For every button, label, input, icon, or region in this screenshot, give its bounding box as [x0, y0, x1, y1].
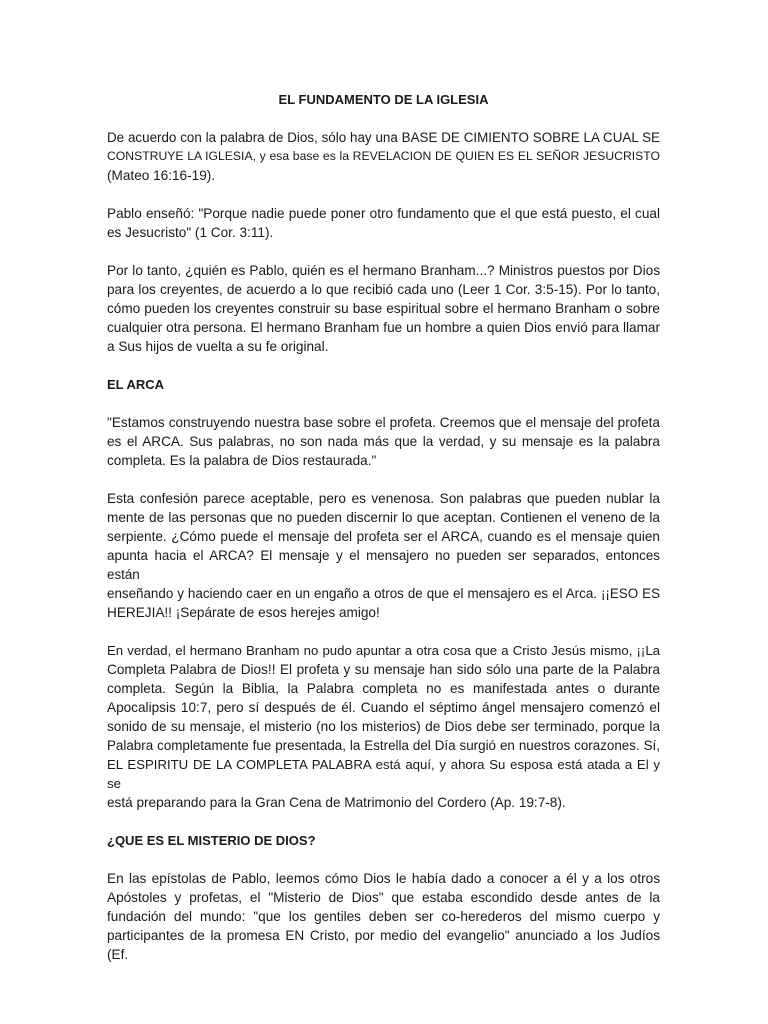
section-heading-el-arca: EL ARCA: [107, 377, 165, 392]
text-line: a Sus hijos de vuelta a su fe original.: [107, 339, 329, 354]
text-line: serpiente. ¿Cómo puede el mensaje del profeta ser el ARCA, cuando es el mensaje quien: [107, 529, 660, 544]
text-line: es el ARCA. Sus palabras, no son nada más que la verdad, y su mensaje es la palabra: [107, 434, 660, 449]
paragraph-4: [107, 413, 660, 470]
text-line: sonido de su mensaje, el misterio (no los misterios) de Dios debe ser terminado, porque la: [107, 719, 660, 734]
text-line: completa. Según la Biblia, la Palabra completa no es manifestada antes o durante: [107, 681, 660, 696]
text-line: cualquier otra persona. El hermano Branham fue un hombre a quien Dios envió para llamar: [107, 320, 660, 335]
document-title: EL FUNDAMENTO DE LA IGLESIA: [278, 92, 489, 107]
text-line: mente de las personas que no pueden discernir lo que aceptan. Contienen el veneno de la: [107, 510, 660, 525]
text-line: Pablo enseñó: "Porque nadie puede poner otro fundamento que el que está puesto, el cual: [107, 206, 660, 221]
text-line: para los creyentes, de acuerdo a lo que recibió cada uno (Leer 1 Cor. 3:5-15). Por lo tanto,: [107, 282, 660, 297]
text-line: Palabra completamente fue presentada, la Estrella del Día surgió en nuestros corazones. Sí,: [107, 738, 660, 753]
paragraph-6: [107, 641, 660, 812]
text-line: (Mateo 16:16-19).: [107, 168, 216, 183]
text-line: Completa Palabra de Dios!! El profeta y su mensaje han sido sólo una parte de la Palabra: [107, 662, 660, 677]
text-line: cómo pueden los creyentes construir su base espiritual sobre el hermano Branham o sobre: [107, 301, 660, 316]
text-line: está preparando para la Gran Cena de Matrimonio del Cordero (Ap. 19:7-8).: [107, 795, 566, 810]
text-line: De acuerdo con la palabra de Dios, sólo hay una BASE DE CIMIENTO SOBRE LA CUAL SE: [107, 130, 660, 145]
document-page: [107, 90, 660, 983]
text-line: HEREJIA!! ¡Sepárate de esos herejes amigo!: [107, 605, 380, 620]
text-line: CONSTRUYE LA IGLESIA, y esa base es la REVELACION DE QUIEN ES EL SEÑOR JESUCRISTO: [107, 149, 660, 163]
section-heading-misterio-de-dios: ¿QUE ES EL MISTERIO DE DIOS?: [107, 833, 316, 848]
text-line: apunta hacia el ARCA? El mensaje y el mensajero no pueden ser separados, entonces están: [107, 548, 660, 582]
paragraph-1: [107, 128, 660, 185]
text-line: EL ESPIRITU DE LA COMPLETA PALABRA está aquí, y ahora Su esposa está atada a El y se: [107, 757, 660, 791]
text-line: enseñando y haciendo caer en un engaño a otros de que el mensajero es el Arca. ¡¡ESO ES: [107, 586, 660, 601]
paragraph-7: [107, 869, 660, 964]
paragraph-2: [107, 204, 660, 242]
paragraph-3: [107, 261, 660, 356]
text-line: En verdad, el hermano Branham no pudo apuntar a otra cosa que a Cristo Jesús mismo, ¡¡La: [107, 643, 660, 658]
text-line: es Jesucristo" (1 Cor. 3:11).: [107, 225, 274, 240]
paragraph-5: [107, 489, 660, 622]
text-line: Apocalipsis 10:7, pero sí después de él. Cuando el séptimo ángel mensajero comenzó el: [107, 700, 660, 715]
text-line: participantes de la promesa EN Cristo, por medio del evangelio" anunciado a los Judíos (Ef.: [107, 928, 660, 962]
text-line: fundación del mundo: "que los gentiles deben ser co-herederos del mismo cuerpo y: [107, 909, 660, 924]
text-line: Esta confesión parece aceptable, pero es venenosa. Son palabras que pueden nublar la: [107, 491, 660, 506]
text-line: completa. Es la palabra de Dios restaurada.": [107, 453, 377, 468]
text-line: "Estamos construyendo nuestra base sobre el profeta. Creemos que el mensaje del profeta: [107, 415, 660, 430]
text-line: Apóstoles y profetas, el "Misterio de Dios" que estaba escondido desde antes de la: [107, 890, 660, 905]
text-line: Por lo tanto, ¿quién es Pablo, quién es el hermano Branham...? Ministros puestos por Dios: [107, 263, 660, 278]
text-line: En las epístolas de Pablo, leemos cómo Dios le había dado a conocer a él y a los otros: [107, 871, 660, 886]
